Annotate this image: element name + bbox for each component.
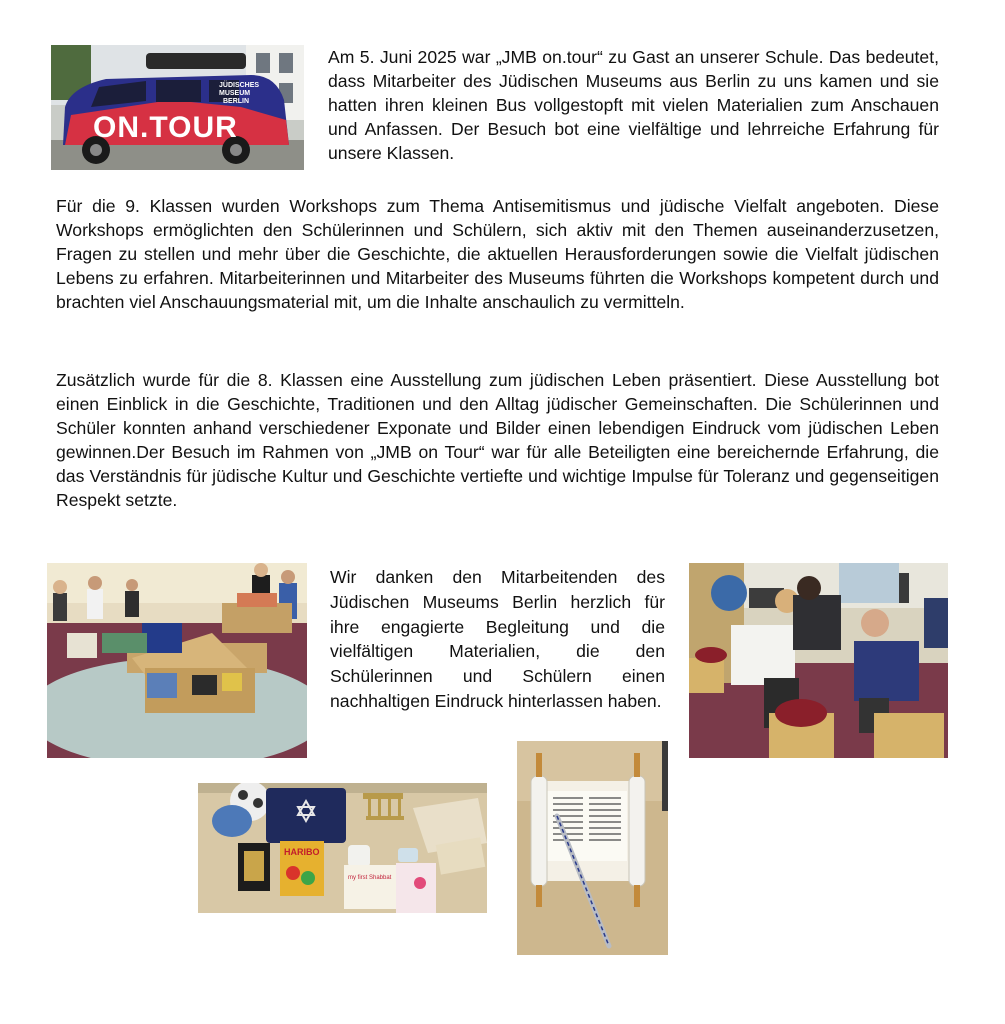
photo-workshop-discussion <box>689 563 948 758</box>
photo-jmb-bus <box>51 45 304 170</box>
bus-brand-line-3: BERLIN <box>223 98 250 105</box>
bus-brand-line-2: MUSEUM <box>219 90 251 97</box>
bag-brand-text: HARIBO <box>284 847 320 857</box>
workshops-paragraph: Für die 9. Klassen wurden Workshops zum Thema Antisemitismus und jüdische Vielfalt angeboten. Diese Workshops ermöglichten den Schülerinnen und Schülern, sich aktiv mit den Themen auseinanderzusetzen, Fragen zu stellen und mehr über die Geschichte, die aktuellen Herausforderungen sowie die Vielfalt jüdischen Lebens zu erfahren. Mitarbeiterinnen und Mitarbeiter des Museums führten die Workshops kompetent durch und brachten viel Anschauungsmaterial mit, um die Inhalte anschaulich zu vermitteln. <box>56 196 939 312</box>
photo-judaica-objects <box>198 783 487 913</box>
bus-brand-line-1: JÜDISCHES <box>219 82 260 89</box>
thanks-paragraph: Wir danken den Mitarbeitenden des Jüdischen Museums Berlin herzlich für ihre engagierte Begleitung und die vielfältigen Materialien, die den Schülerinnen und Schülern einen nachhaltigen Eindruck hinterlassen haben. <box>330 567 665 711</box>
photo-torah-scroll <box>517 741 668 955</box>
photo-exhibition-table <box>47 563 307 758</box>
bus-tour-text: ON.TOUR <box>93 111 238 144</box>
exhibition-paragraph: Zusätzlich wurde für die 8. Klassen eine Ausstellung zum jüdischen Leben präsentiert. Diese Ausstellung bot einen Einblick in die Geschichte, Traditionen und den Alltag jüdischer Gemeinschaften. Die Schülerinnen und Schüler konnten anhand verschiedener Exponate und Bilder einen lebendigen Eindruck vom jüdischen Leben gewinnen.Der Besuch im Rahmen von „JMB on Tour“ war für alle Beteiligten eine bereichernde Erfahrung, die das Verständnis für jüdische Kultur und Geschichte vertiefte und wichtige Impulse für Toleranz und gegenseitigen Respekt setzte. <box>56 370 939 510</box>
intro-paragraph: Am 5. Juni 2025 war „JMB on.tour“ zu Gast an unserer Schule. Das bedeutet, dass Mitarbeiter des Jüdischen Museums aus Berlin zu uns kamen und sie hatten ihren kleinen Bus vollgestopft mit vielen Materialien zum Anschauen und Anfassen. Der Besuch bot eine vielfältige und lehrreiche Erfahrung für unsere Klassen. <box>328 47 939 163</box>
book-title-text: my first Shabbat <box>348 875 392 881</box>
